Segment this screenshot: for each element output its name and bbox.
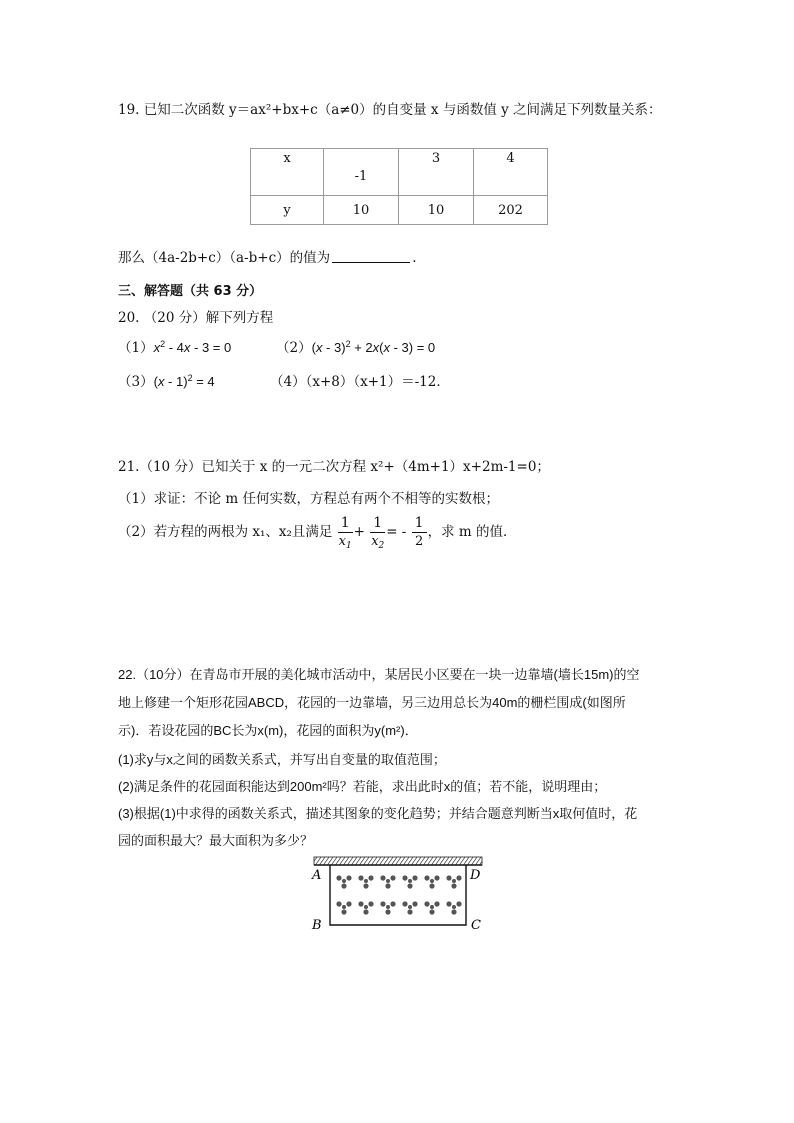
q19-answer-prefix: 那么（4a-2b+c）（a-b+c）的值为	[118, 250, 331, 266]
q21-part2-prefix: （2）若方程的两根为 x₁、x₂且满足	[118, 524, 333, 540]
q20-p4: （4）（x+8）（x+1）＝-12．	[270, 374, 450, 390]
q20-p2-equation: (x - 3)$^2$ + 2x(x - 3) = 0	[311, 339, 436, 355]
table-cell: 202	[474, 196, 548, 225]
fence	[330, 865, 466, 925]
q21-part1: （1）求证：不论 m 任何实数，方程总有两个不相等的实数根；	[118, 491, 499, 507]
table-cell: 10	[324, 196, 399, 225]
q21-part2-suffix: ，求 m 的值．	[427, 524, 517, 540]
q20-p1-equation: $x^2 - 4x - 3 = 0$	[153, 339, 232, 355]
q20-header: 20. （20 分）解下列方程	[118, 310, 274, 326]
q20-p2-label: （2）	[276, 340, 312, 356]
table-cell: -1	[324, 149, 399, 196]
label-b: B	[312, 918, 322, 933]
q22-line2: 地上修建一个矩形花园ABCD，花园的一边靠墙，另三边用总长为40m的栅栏围成(如图所	[118, 695, 626, 710]
fraction: $\frac{1}{x_2}$	[371, 515, 385, 551]
table-cell: y	[251, 196, 324, 225]
q22-part3b: 园的面积最大？最大面积为多少？	[118, 833, 314, 848]
q19-answer-line	[118, 246, 416, 266]
q20-row1	[118, 336, 231, 356]
garden-figure	[310, 855, 490, 935]
q22-part2: (2)满足条件的花园面积能达到200m²吗？若能，求出此时x的值；若不能，说明理由；	[118, 779, 607, 794]
flowers	[336, 875, 461, 914]
label-c: C	[471, 918, 481, 933]
table-cell: 4	[474, 149, 548, 196]
q22-part1: (1)求y与x之间的函数关系式，并写出自变量的取值范围；	[118, 752, 446, 767]
q22-line3: 示)．若设花园的BC长为x(m)，花园的面积为y(m²)．	[118, 723, 418, 738]
wall-hatch	[314, 857, 482, 865]
table-cell: x	[251, 149, 324, 196]
q22-part3a: (3)根据(1)中求得的函数关系式，描述其图象的变化趋势；并结合题意判断当x取何值时，花	[118, 806, 638, 821]
q20-p1-label: （1）	[118, 340, 154, 356]
answer-blank	[332, 250, 410, 263]
q21-part2: （2）若方程的两根为 x₁、x₂且满足 $\frac{1}{x_1}$ + $\frac{1}{x_2}$ = - $\frac{1}{2}$ ，求 m 的值．	[118, 515, 517, 551]
table-row	[251, 196, 548, 225]
fraction: $\frac{1}{x_1}$	[338, 515, 352, 551]
xy-table	[250, 148, 548, 225]
label-d: D	[470, 868, 481, 883]
section-title: 三、解答题（共 63 分）	[118, 284, 263, 299]
q19-answer-suffix: .	[412, 250, 417, 266]
table-cell: 10	[399, 196, 474, 225]
q20-row2	[118, 370, 215, 390]
q22-line1: 22.（10分）在青岛市开展的美化城市活动中，某居民小区要在一块一边靠墙(墙长15m)的空	[118, 667, 640, 682]
q20-p3-equation: (x - 1)$^2$ = 4	[153, 373, 215, 389]
q21-header: 21.（10 分）已知关于 x 的一元二次方程 x²+（4m+1）x+2m-1=0；	[118, 459, 550, 475]
q19-text: 19. 已知二次函数 y＝ax²+bx+c（a≠0）的自变量 x 与函数值 y 之间满足下列数量关系：	[118, 102, 662, 118]
table-cell: 3	[399, 149, 474, 196]
fraction: $\frac{1}{2}$	[412, 514, 427, 551]
q20-row1b	[276, 336, 435, 356]
q20-p3-label: （3）	[118, 374, 154, 390]
table-row	[251, 149, 548, 196]
label-a: A	[312, 868, 322, 883]
